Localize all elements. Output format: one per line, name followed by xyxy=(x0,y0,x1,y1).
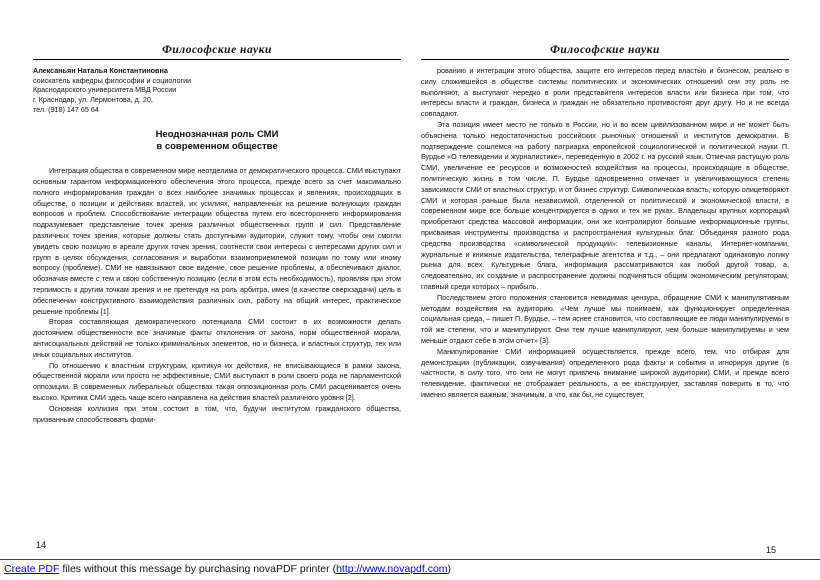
body-paragraph: Интеграция общества в современном мире неотделима от демократического процесса. СМИ выступают основным гарантом информационного обеспечения этого процесса, прежде всего за счет максимально полного информирования граждан о всех наиболее значимых процессах и явлениях, происходящих в обществе, о позиции и действиях властей, их усилиях, направленных на решение волнующих граждан вопросов и проблем. Способствование интеграции общества путем его всестороннего информирования подразумевает представление точек зрения различных общественных групп и сил. Представление различных точек зрения, которые должны стать доступными аудитории, служит тому, чтобы они смогли увидеть свою позицию в ареале других точек зрения, соотнести свои интересы с интересами других сил и групп в целях обсуждения, согласования и выработки взаимоприемлемой позиции по тому или иному вопросу (проблеме). СМИ не навязывают свое видение, свое решение проблемы, а обеспечивают диалог, обозначая вместе с тем и свою собственную позицию (если в этом есть необходимость), проявляя при этом терпимость к другим точкам зрения и не претендуя на роль арбитра, имея (в качестве сверхзадачи) цель в обеспечении конструктивного взаимодействия различных сил, работу на общий интерес, практическое решение проблемы [1]. xyxy=(33,166,401,316)
right-page-body xyxy=(421,66,789,401)
body-paragraph: Вторая составляющая демократического потенциала СМИ состоит в их возможности делать достоянием общественности все значимые факты отклонения от закона, норм общественной морали, антисоциальных действий не только криминальных элементов, но и бизнеса, и властных структур, тех или иных социальных институтов. xyxy=(33,317,401,359)
page-right xyxy=(421,44,789,542)
left-page-body xyxy=(33,166,401,425)
journal-header-left: Философские науки xyxy=(33,44,401,60)
body-paragraph: Основная коллизия при этом состоит в том, что, будучи институтом гражданского общества, призванным способствовать форми- xyxy=(33,403,401,424)
body-paragraph: рованию и интеграции этого общества, защите его интересов перед властью и бизнесом, реально в силу сложившейся в обществе системы политических и экономических отношений они эту роль не выполняют, а выступают нередко в роли представителя интересов власти или бизнеса при том, что интересы власти и граждан, бизнеса и граждан не обязательно противостоят друг другу. Но и не всегда совпадают. xyxy=(421,66,789,119)
body-paragraph: Манипулирование СМИ информацией осуществляется, прежде всего, тем, что отбирая для демонстрации (публикации, озвучивания) определенного рода факты и события и игнорируя другие (в частности, в силу того, что они не могут привлечь внимание широкой аудитории) СМИ, и прежде всего телевидение, фактически не отображает реальность, а ее конструирует, заставляя поверить в то, что именно является важным, значимым, а что, как бы, не существует, xyxy=(421,346,789,399)
article-title-line-2: в современном обществе xyxy=(156,141,278,153)
author-position: соискатель кафедры философии и социологии xyxy=(33,75,192,85)
page-number-right: 15 xyxy=(766,545,777,555)
body-paragraph: По отношению к властным структурам, критикуя их действия, не вписывающиеся в рамки закона, общественной морали или просто не эффективные, СМИ выступают в роли своего рода не парламентской оппозиции. В современных либеральных обществах такая оппозиционная роль СМИ расценивается очень высоко. Критика СМИ здесь чаще всего направлена на действия властей различного уровня [2]. xyxy=(33,360,401,402)
body-paragraph: Последствием этого положения становится невидимая цензура, обращение СМИ к манипулятивным методам воздействия на аудиторию. «Чем лучше мы понимаем, как функционирует определенная социальная среда, – пишет П. Бурдье, – тем яснее становится, что составляющие ее люди манипулируемы в той же степени, что и манипулируют. Они тем лучше манипулируют, чем больше манипулируемы и чем меньше отдают себе в этом отчет» [3]. xyxy=(421,292,789,345)
create-pdf-link[interactable]: Create PDF xyxy=(4,563,60,575)
novapdf-url-link[interactable]: http://www.novapdf.com xyxy=(336,563,448,575)
body-paragraph: Эта позиция имеет место не только в России, но и во всем цивилизованном мире и не может быть объяснена только недостаточностью российских рыночных отношений и институтов демократии. В подтверждение сошлемся на работу патриарха европейской социологической и политической науки П. Бурдье «О телевидении и журналистике», переведенную в 2002 г. на русский язык. Отмечая растущую роль СМИ, увеличение ее ресурсов и возможностей воздействия на процессы, происходящие в обществе, политическую жизнь в том числе, П. Бурдье одновременно отмечает и увеличивающуюся степень зависимости СМИ от властных структур, и от бизнес структур. Символическая власть, которую олицетворяют СМИ и которая раньше была независимой, отделенной от политической и экономической власти, в современном мире все больше концентрируется в одних и тех же руках. Владельцы крупных корпораций приобретают средства массовой информации, они же контролируют большие информационные группы, присваивая инструменты производства и распространения культурных благ. Объединяя разного рода средства производства «символической продукции»: телевизионные каналы, Интернет-компании, журнальные и книжные издательства, телеграфные агентства и т.д., – они предлагают одинаковую логику рынка для всех. Культурные блага, информация рассматриваются как любой другой товар, а, следовательно, их создание и распространение должны подчиняться общим экономическим регуляторам, главный среди которых – прибыль. xyxy=(421,119,789,291)
journal-header-right: Философские науки xyxy=(421,44,789,60)
watermark-text: files without this message by purchasing novaPDF printer ( xyxy=(59,563,337,575)
page-number-left: 14 xyxy=(36,540,47,550)
article-title-line-1: Неоднозначная роль СМИ xyxy=(155,128,279,140)
page-left xyxy=(33,44,401,542)
author-institution: Краснодарского университета МВД России xyxy=(33,85,177,95)
article-title xyxy=(33,129,401,155)
author-name: Алексаньян Наталья Константиновна xyxy=(33,66,168,75)
author-address: г. Краснодар, ул. Лермонтова, д. 20, xyxy=(33,95,153,105)
novapdf-watermark-bar xyxy=(0,559,820,575)
author-block xyxy=(33,66,401,115)
watermark-suffix: ) xyxy=(447,563,452,575)
author-phone: тел. (918) 147 65 64 xyxy=(33,104,99,114)
